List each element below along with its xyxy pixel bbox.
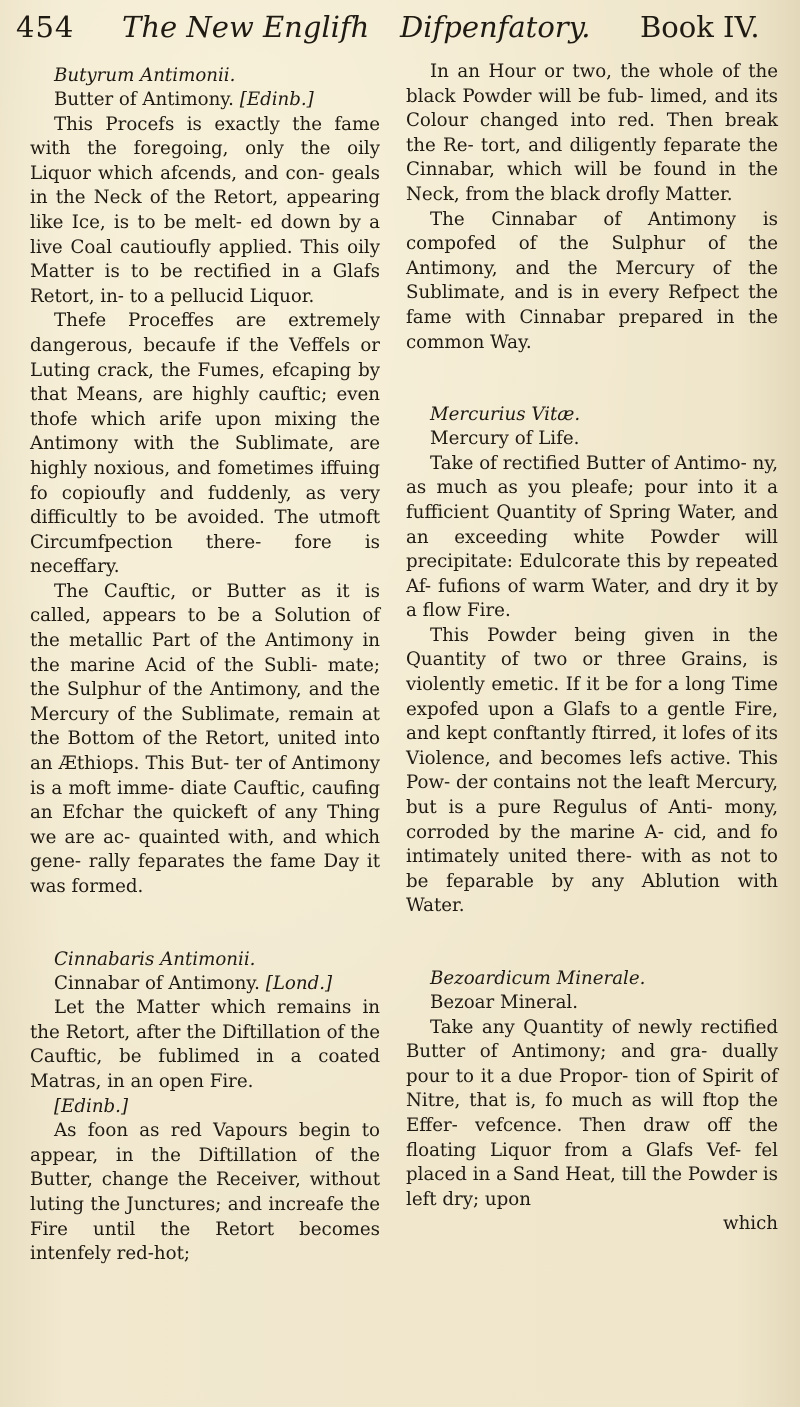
paragraph: Thefe Proceffes are extremely dangerous, becaufe if the Veffels or Luting crack, the Fumes, efcaping by that Means, are highly cauftic; even thofe which arife upon mixing the Antimony with the Sublimate, are highly noxious, and fometimes iffuing fo copioufly and fuddenly, as very difficultly to be avoided. The utmoft Circumfpection there- fore is neceffary. <box>30 310 380 578</box>
book-label: Book IV. <box>640 10 760 44</box>
paragraph: As foon as red Vapours begin to appear, in the Diftillation of the Butter, change the Receiver, without luting the Junctures; and increafe the Fire until the Retort becomes intenfely red-hot; <box>30 1120 380 1265</box>
running-title-left: The New Englifh <box>122 10 370 44</box>
paragraph: This Powder being given in the Quantity of two or three Grains, is violently emetic. If it be for a long Time expofed upon a Glafs to a gentle Fire, and kept conftantly ftirred, it lofes of its Violence, and becomes lefs active. This Pow- der contains not the leaft Mercury, but is a pure Regulus of Anti- mony, corroded by the marine A- cid, and fo intimately united there- with as not to be feparable by any Ablution with Water. <box>406 624 778 917</box>
section-title-latin: Bezoardicum Minerale. <box>430 968 646 989</box>
paragraph: The Cinnabar of Antimony is compofed of the Sulphur of the Antimony, and the Mercury of the Sublimate, and is in every Refpect the fame with Cinnabar prepared in the common Way. <box>406 208 778 353</box>
paragraph: Take of rectified Butter of Antimo- ny, as much as you pleafe; pour into it a fufficient Quantity of Spring Water, and an exceeding white Powder will precipitate: Edulcorate this by repeated Af- fufions of warm Water, and dry it by a flow Fire. <box>406 452 778 622</box>
section-cinnabaris <box>30 948 380 997</box>
section-title-english: Mercury of Life. <box>430 428 580 450</box>
paragraph: Take any Quantity of newly rectified Butter of Antimony; and gra- dually pour to it a due Propor- tion of Spirit of Nitre, that is, fo much as will ftop the Effer- vefcence. Then draw off the floating Liquor from a Glafs Vef- fel placed in a Sand Heat, till the Powder is left dry; upon <box>406 1016 778 1210</box>
right-column <box>406 60 778 1237</box>
paragraph: This Procefs is exactly the fame with the foregoing, only the oily Liquor which afcends, and con- geals in the Neck of the Retort, appearing like Ice, is to be melt- ed down by a live Coal cautioufly applied. This oily Matter is to be rectified in a Glafs Retort, in- to a pellucid Liquor. <box>30 113 380 307</box>
catchword: which <box>723 1213 778 1235</box>
running-head <box>0 4 800 54</box>
section-title-english: Bezoar Mineral. <box>430 992 579 1013</box>
section-title-english: Butter of Antimony. <box>54 89 234 110</box>
section-butyrum <box>30 64 380 113</box>
section-title-latin: Cinnabaris Antimonii. <box>54 948 256 970</box>
paragraph: The Cauftic, or Butter as it is called, appears to be a Solution of the metallic Part of the Antimony in the marine Acid of the Subli- mate; the Sulphur of the Antimony, and the Mercury of the Sublimate, remain at the Bottom of the Retort, united into an Æthiops. This But- ter of Antimony is a moft imme- diate Cauftic, caufing an Efchar the quickeft of any Thing we are ac- quainted with, and which gene- rally feparates the fame Day it was formed. <box>30 580 380 897</box>
source-note: [Lond.] <box>265 972 333 994</box>
running-title-right: Difpenfatory. <box>400 10 591 44</box>
source-note: [Edinb.] <box>239 89 314 110</box>
section-title-latin: Butyrum Antimonii. <box>54 65 236 86</box>
section-bezoardicum <box>406 967 778 1016</box>
source-note: [Edinb.] <box>54 1095 129 1117</box>
paragraph: Let the Matter which remains in the Retort, after the Diftillation of the Cauftic, be fublimed in a coated Matras, in an open Fire. <box>30 997 380 1092</box>
page-number: 454 <box>16 10 75 44</box>
section-title-english: Cinnabar of Antimony. <box>54 972 260 994</box>
left-column <box>30 60 380 1267</box>
section-title-latin: Mercurius Vitæ. <box>430 404 581 426</box>
section-mercurius <box>406 403 778 452</box>
paragraph: In an Hour or two, the whole of the black Powder will be fub- limed, and its Colour changed into red. Then break the Re- tort, and diligently feparate the Cinnabar, which will be found in the Neck, from the black drofly Matter. <box>406 61 778 205</box>
